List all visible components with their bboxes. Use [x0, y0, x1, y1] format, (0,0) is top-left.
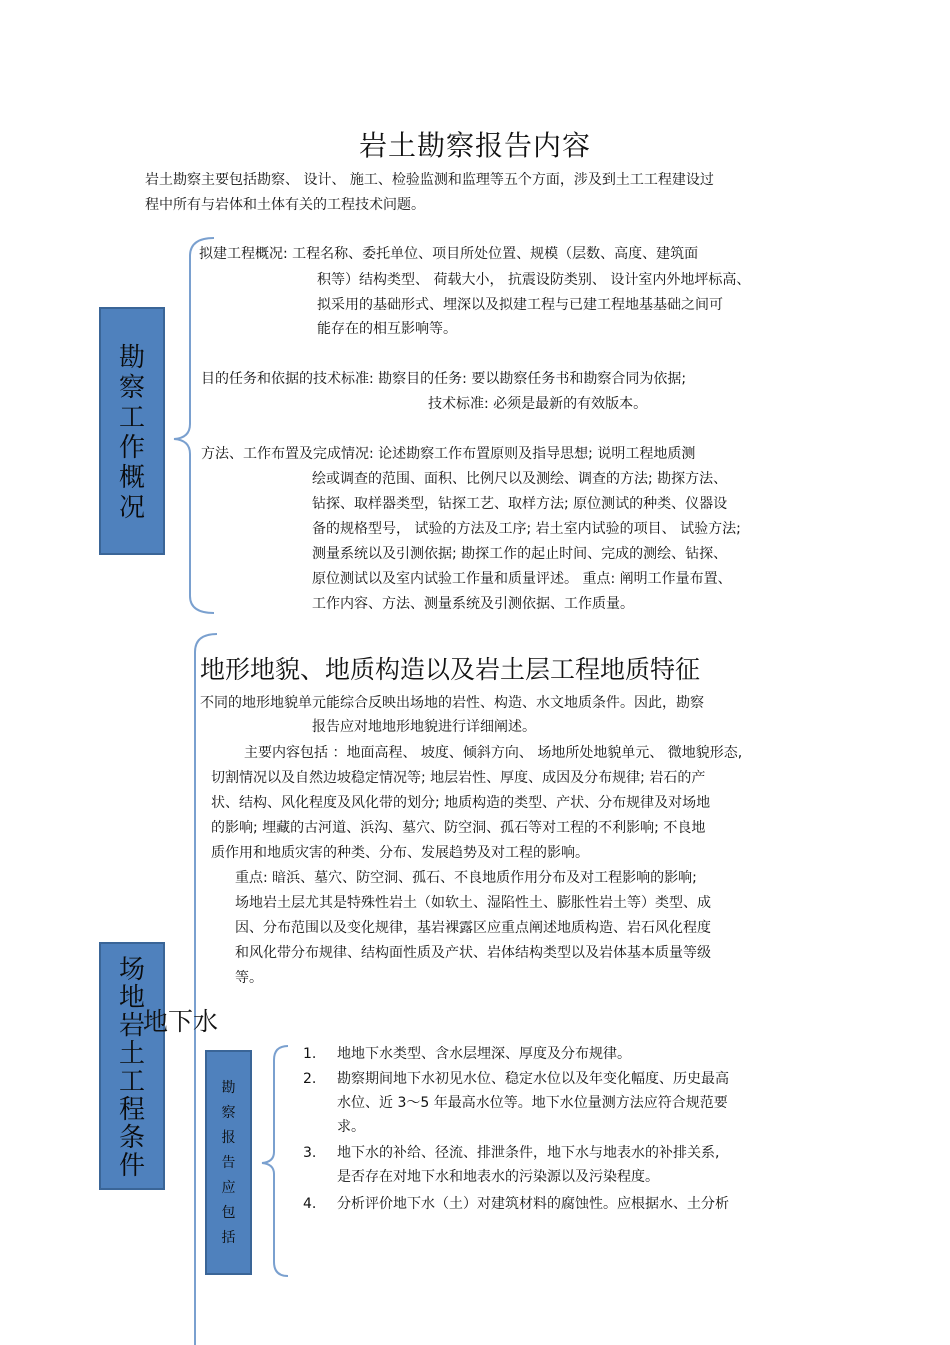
content-line-5: 质作用和地质灾害的种类、分布、发展趋势及对工程的影响。: [211, 845, 589, 861]
label-char: 告: [221, 1155, 236, 1171]
landform-line-1: 不同的地形地貌单元能综合反映出场地的岩性、构造、水文地质条件。因此，勘察: [200, 695, 704, 711]
key-point-line-1: 重点: 暗浜、墓穴、防空洞、孤石、不良地质作用分布及对工程影响的影响;: [235, 870, 697, 886]
label-char: 场: [118, 955, 145, 985]
groundwater-item-1: [303, 1044, 631, 1064]
item-text: 分析评价地下水（土）对建筑材料的腐蚀性。应根据水、土分析: [337, 1196, 729, 1212]
label-char: 况: [118, 493, 145, 523]
item-text: 地地下水类型、含水层埋深、厚度及分布规律。: [337, 1046, 631, 1062]
content-line-3: 状、结构、风化程度及风化带的划分; 地质构造的类型、产状、分布规律及对场地: [211, 795, 711, 811]
item-number: 4.: [303, 1196, 317, 1212]
methods-line-1: 方法、工作布置及完成情况: 论述勘察工作布置原则及指导思想; 说明工程地质测: [201, 446, 696, 462]
key-point-line-5: 等。: [235, 970, 263, 986]
label-char: 岩: [118, 1011, 145, 1041]
methods-line-7: 工作内容、方法、测量系统及引测依据、工作质量。: [312, 596, 634, 612]
tasks-line-2: 技术标准: 必须是最新的有效版本。: [428, 396, 648, 412]
label-char: 件: [118, 1151, 145, 1181]
groundwater-item-2-cont-1: 水位、近 3～5 年最高水位等。地下水位量测方法应符合规范要: [337, 1095, 728, 1111]
label-char: 勘: [221, 1080, 236, 1096]
item-text: 勘察期间地下水初见水位、稳定水位以及年变化幅度、历史最高: [337, 1071, 729, 1087]
item-number: 3.: [303, 1145, 317, 1161]
groundwater-brace: [258, 1044, 298, 1280]
label-char: 包: [221, 1205, 236, 1221]
landform-line-2: 报告应对地地形地貌进行详细阐述。: [312, 719, 536, 735]
intro-line-2: 程中所有与岩体和土体有关的工程技术问题。: [145, 197, 425, 213]
label-char: 报: [221, 1130, 236, 1146]
methods-line-3: 钻探、取样器类型，钻探工艺、取样方法; 原位测试的种类、仪器设: [312, 496, 728, 512]
methods-line-2: 绘或调查的范围、面积、比例尺以及测绘、调查的方法; 勘探方法、: [312, 471, 728, 487]
groundwater-item-4: [303, 1194, 729, 1214]
label-char: 工: [118, 1067, 145, 1097]
methods-line-6: 原位测试以及室内试验工作量和质量评述。 重点: 阐明工作量布置、: [312, 571, 732, 587]
label-char: 条: [118, 1123, 145, 1153]
label-char: 察: [221, 1105, 236, 1121]
content-line-4: 的影响; 埋藏的古河道、浜沟、墓穴、防空洞、孤石等对工程的不利影响; 不良地: [211, 820, 706, 836]
project-overview-line-3: 拟采用的基础形式、埋深以及拟建工程与已建工程地基基础之间可: [317, 297, 723, 313]
groundwater-item-2-cont-2: 求。: [337, 1119, 365, 1135]
key-point-line-3: 因、分布范围以及变化规律，基岩裸露区应重点阐述地质构造、岩石风化程度: [235, 920, 711, 936]
page-title: 岩土勘察报告内容: [358, 129, 591, 162]
project-overview-line-2: 积等）结构类型、 荷载大小， 抗震设防类别、 设计室内外地坪标高、: [317, 272, 751, 288]
project-overview-line-1: 拟建工程概况: 工程名称、委托单位、项目所处位置、规模（层数、高度、建筑面: [199, 246, 699, 262]
label-char: 括: [221, 1230, 236, 1246]
key-point-line-4: 和风化带分布规律、结构面性质及产状、岩体结构类型以及岩体基本质量等级: [235, 945, 711, 961]
groundwater-heading: 地下水: [143, 1007, 219, 1036]
item-number: 2.: [303, 1071, 317, 1087]
content-line-2: 切割情况以及自然边坡稳定情况等; 地层岩性、厚度、成因及分布规律; 岩石的产: [211, 770, 706, 786]
label-char: 地: [118, 983, 145, 1013]
section2-heading: 地形地貌、地质构造以及岩土层工程地质特征: [200, 655, 701, 684]
methods-line-5: 测量系统以及引测依据; 勘探工作的起止时间、完成的测绘、钻探、: [312, 546, 728, 562]
label-char: 勘: [118, 343, 145, 373]
project-overview-line-4: 能存在的相互影响等。: [317, 321, 457, 337]
groundwater-item-2: [303, 1069, 729, 1089]
item-text: 地下水的补给、径流、排泄条件，地下水与地表水的补排关系,: [337, 1145, 720, 1161]
key-point-line-2: 场地岩土层尤其是特殊性岩土（如软土、湿陷性土、膨胀性岩土等）类型、成: [235, 895, 711, 911]
groundwater-item-3: [303, 1143, 719, 1163]
content-line-1: 主要内容包括 ：地面高程、 坡度、倾斜方向、 场地所处地貌单元、 微地貌形态,: [244, 745, 743, 761]
section1-brace: [170, 236, 220, 616]
groundwater-item-3-cont-1: 是否存在对地下水和地表水的污染源以及污染程度。: [337, 1169, 659, 1185]
label-char: 作: [118, 433, 145, 463]
intro-line-1: 岩土勘察主要包括勘察、 设计、 施工、检验监测和监理等五个方面，涉及到土工工程建设过: [145, 172, 714, 188]
label-char: 工: [118, 403, 145, 433]
methods-line-4: 备的规格型号， 试验的方法及工序; 岩土室内试验的项目、 试验方法;: [312, 521, 741, 537]
tasks-line-1: 目的任务和依据的技术标准: 勘察目的任务: 要以勘察任务书和勘察合同为依据;: [201, 371, 687, 387]
label-char: 应: [221, 1180, 236, 1196]
label-char: 概: [118, 463, 145, 493]
label-char: 程: [118, 1095, 145, 1125]
section-label-survey-overview: [99, 307, 165, 555]
item-number: 1.: [303, 1046, 317, 1062]
label-char: 察: [118, 373, 145, 403]
sub-label-report-should-include: [205, 1050, 252, 1275]
section-label-site-conditions: [99, 942, 165, 1190]
label-char: 土: [118, 1039, 145, 1069]
